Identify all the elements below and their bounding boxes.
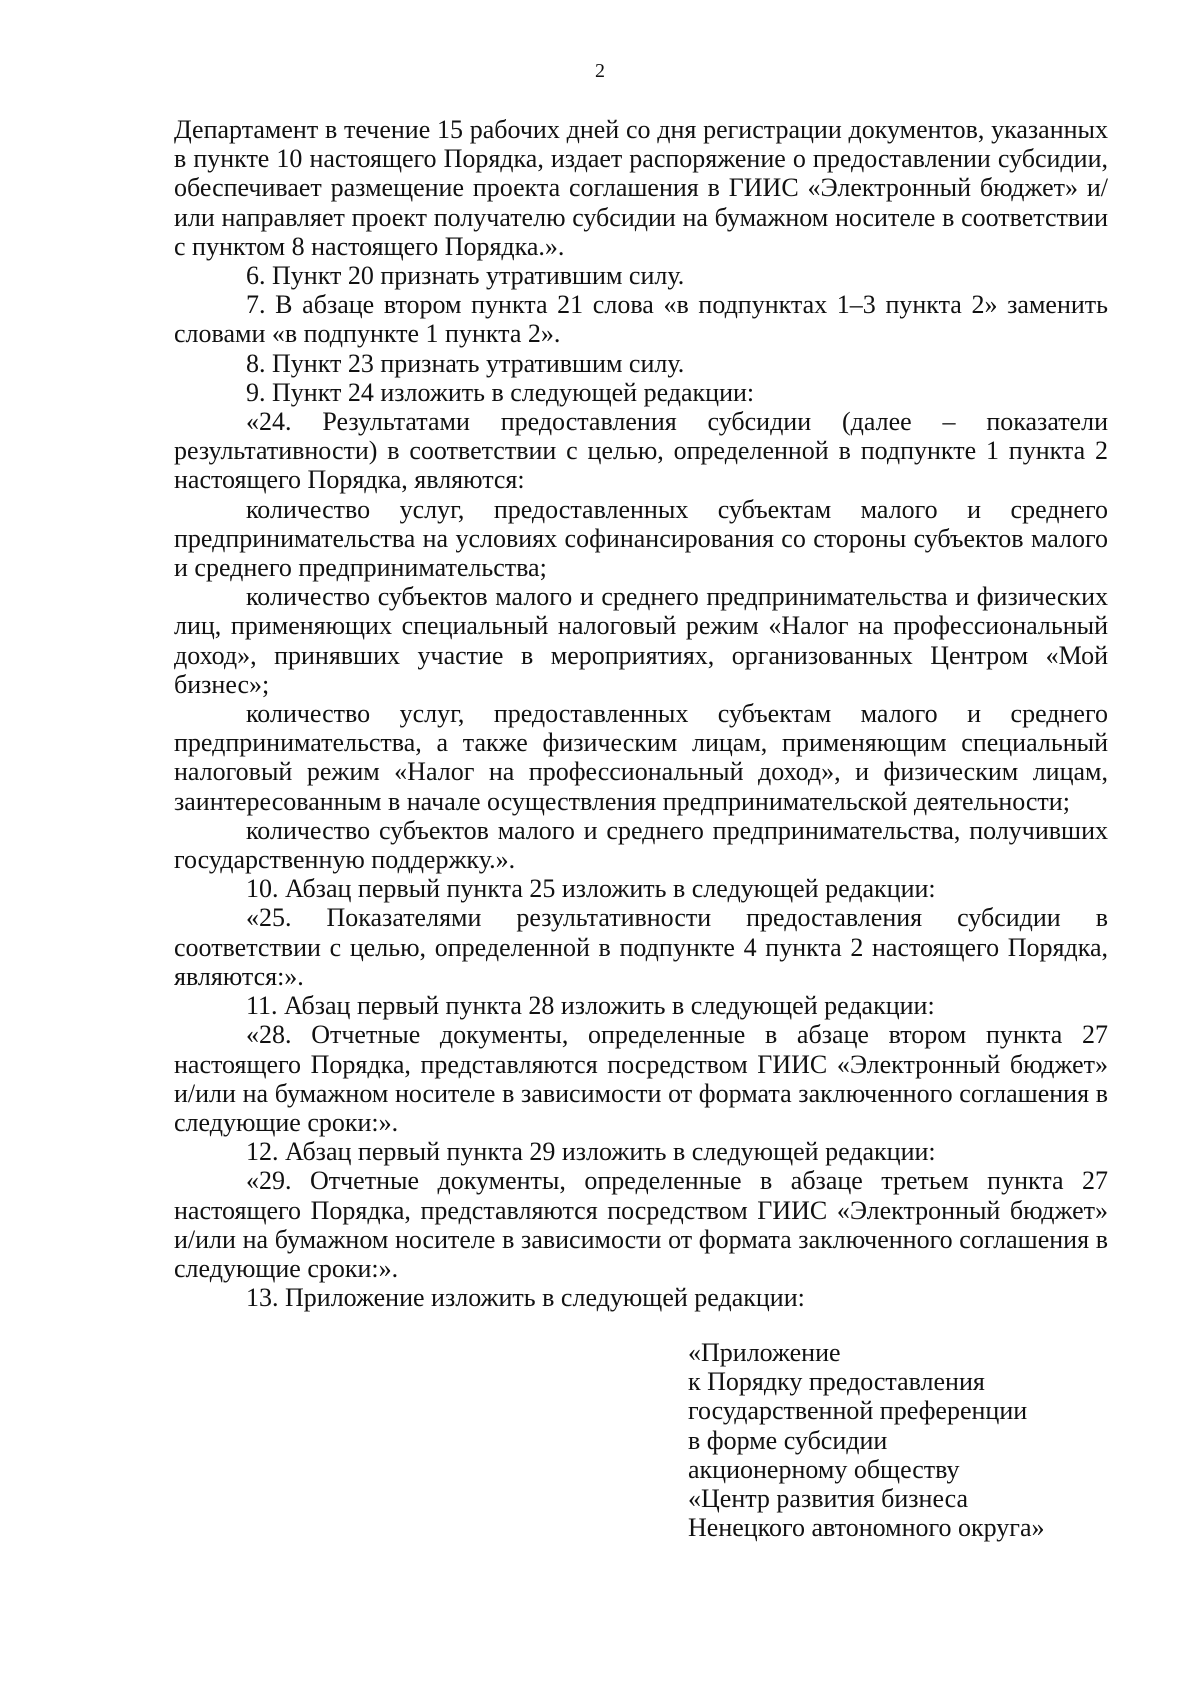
paragraph: 12. Абзац первый пункта 29 изложить в следующей редакции: xyxy=(246,1137,936,1167)
paragraph: количество услуг, предоставленных субъектам малого и среднего предпринимательства на условиях софинансирования со стороны субъектов малого и среднего предпринимательства; xyxy=(174,494,1108,583)
paragraph: Департамент в течение 15 рабочих дней со дня регистрации документов, указанных в пункте 10 настоящего Порядка, издает распоряжение о предоставлении субсидии, обеспечивает размещение проекта соглашения в ГИИС «Электронный бюджет» и/или направляет проект получателю субсидии на бумажном носителе в соответствии с пунктом 8 настоящего Порядка.». xyxy=(174,115,1108,261)
page-number: 2 xyxy=(595,60,605,82)
appendix-line: «Центр развития бизнеса xyxy=(688,1484,969,1514)
paragraph: 9. Пункт 24 изложить в следующей редакции: xyxy=(246,377,755,407)
paragraph: «29. Отчетные документы, определенные в абзаце третьем пункта 27 настоящего Порядка, представляются посредством ГИИС «Электронный бюджет» и/или на бумажном носителе в зависимости от формата заключенного соглашения в следующие сроки:». xyxy=(174,1166,1108,1283)
paragraph: количество субъектов малого и среднего предпринимательства, получивших государственную поддержку.». xyxy=(174,815,1108,875)
appendix-line: к Порядку предоставления xyxy=(688,1367,985,1397)
appendix-line: акционерному обществу xyxy=(688,1454,960,1484)
appendix-line: в форме субсидии xyxy=(688,1425,888,1455)
appendix-heading xyxy=(688,1338,1108,1542)
paragraph: 11. Абзац первый пункта 28 изложить в следующей редакции: xyxy=(246,991,935,1021)
paragraph: 7. В абзаце втором пункта 21 слова «в подпунктах 1–3 пункта 2» заменить словами «в подпункте 1 пункта 2». xyxy=(174,290,1108,349)
paragraph: 6. Пункт 20 признать утратившим силу. xyxy=(246,261,685,291)
appendix-line: государственной преференции xyxy=(688,1396,1028,1426)
appendix-line: Ненецкого автономного округа» xyxy=(688,1513,1045,1543)
paragraph: 8. Пункт 23 признать утратившим силу. xyxy=(246,348,685,378)
paragraph: 13. Приложение изложить в следующей редакции: xyxy=(246,1283,805,1313)
appendix-line: «Приложение xyxy=(688,1338,841,1367)
paragraph: количество услуг, предоставленных субъектам малого и среднего предпринимательства, а также физическим лицам, применяющим специальный налоговый режим «Налог на профессиональный доход», и физическим лицам, заинтересованным в начале осуществления предпринимательской деятельности; xyxy=(174,699,1108,816)
paragraph: количество субъектов малого и среднего предпринимательства и физических лиц, применяющих специальный налоговый режим «Налог на профессиональный доход», принявших участие в мероприятиях, организованных Центром «Мой бизнес»; xyxy=(174,582,1108,699)
paragraph: «28. Отчетные документы, определенные в абзаце втором пункта 27 настоящего Порядка, представляются посредством ГИИС «Электронный бюджет» и/или на бумажном носителе в зависимости от формата заключенного соглашения в следующие сроки:». xyxy=(174,1020,1108,1137)
paragraph: 10. Абзац первый пункта 25 изложить в следующей редакции: xyxy=(246,874,936,904)
document-body xyxy=(174,115,1108,1312)
paragraph: «24. Результатами предоставления субсидии (далее – показатели результативности) в соответствии с целью, определенной в подпункте 1 пункта 2 настоящего Порядка, являются: xyxy=(174,407,1108,495)
paragraph: «25. Показателями результативности предоставления субсидии в соответствии с целью, определенной в подпункте 4 пункта 2 настоящего Порядка, являются:». xyxy=(174,903,1108,991)
